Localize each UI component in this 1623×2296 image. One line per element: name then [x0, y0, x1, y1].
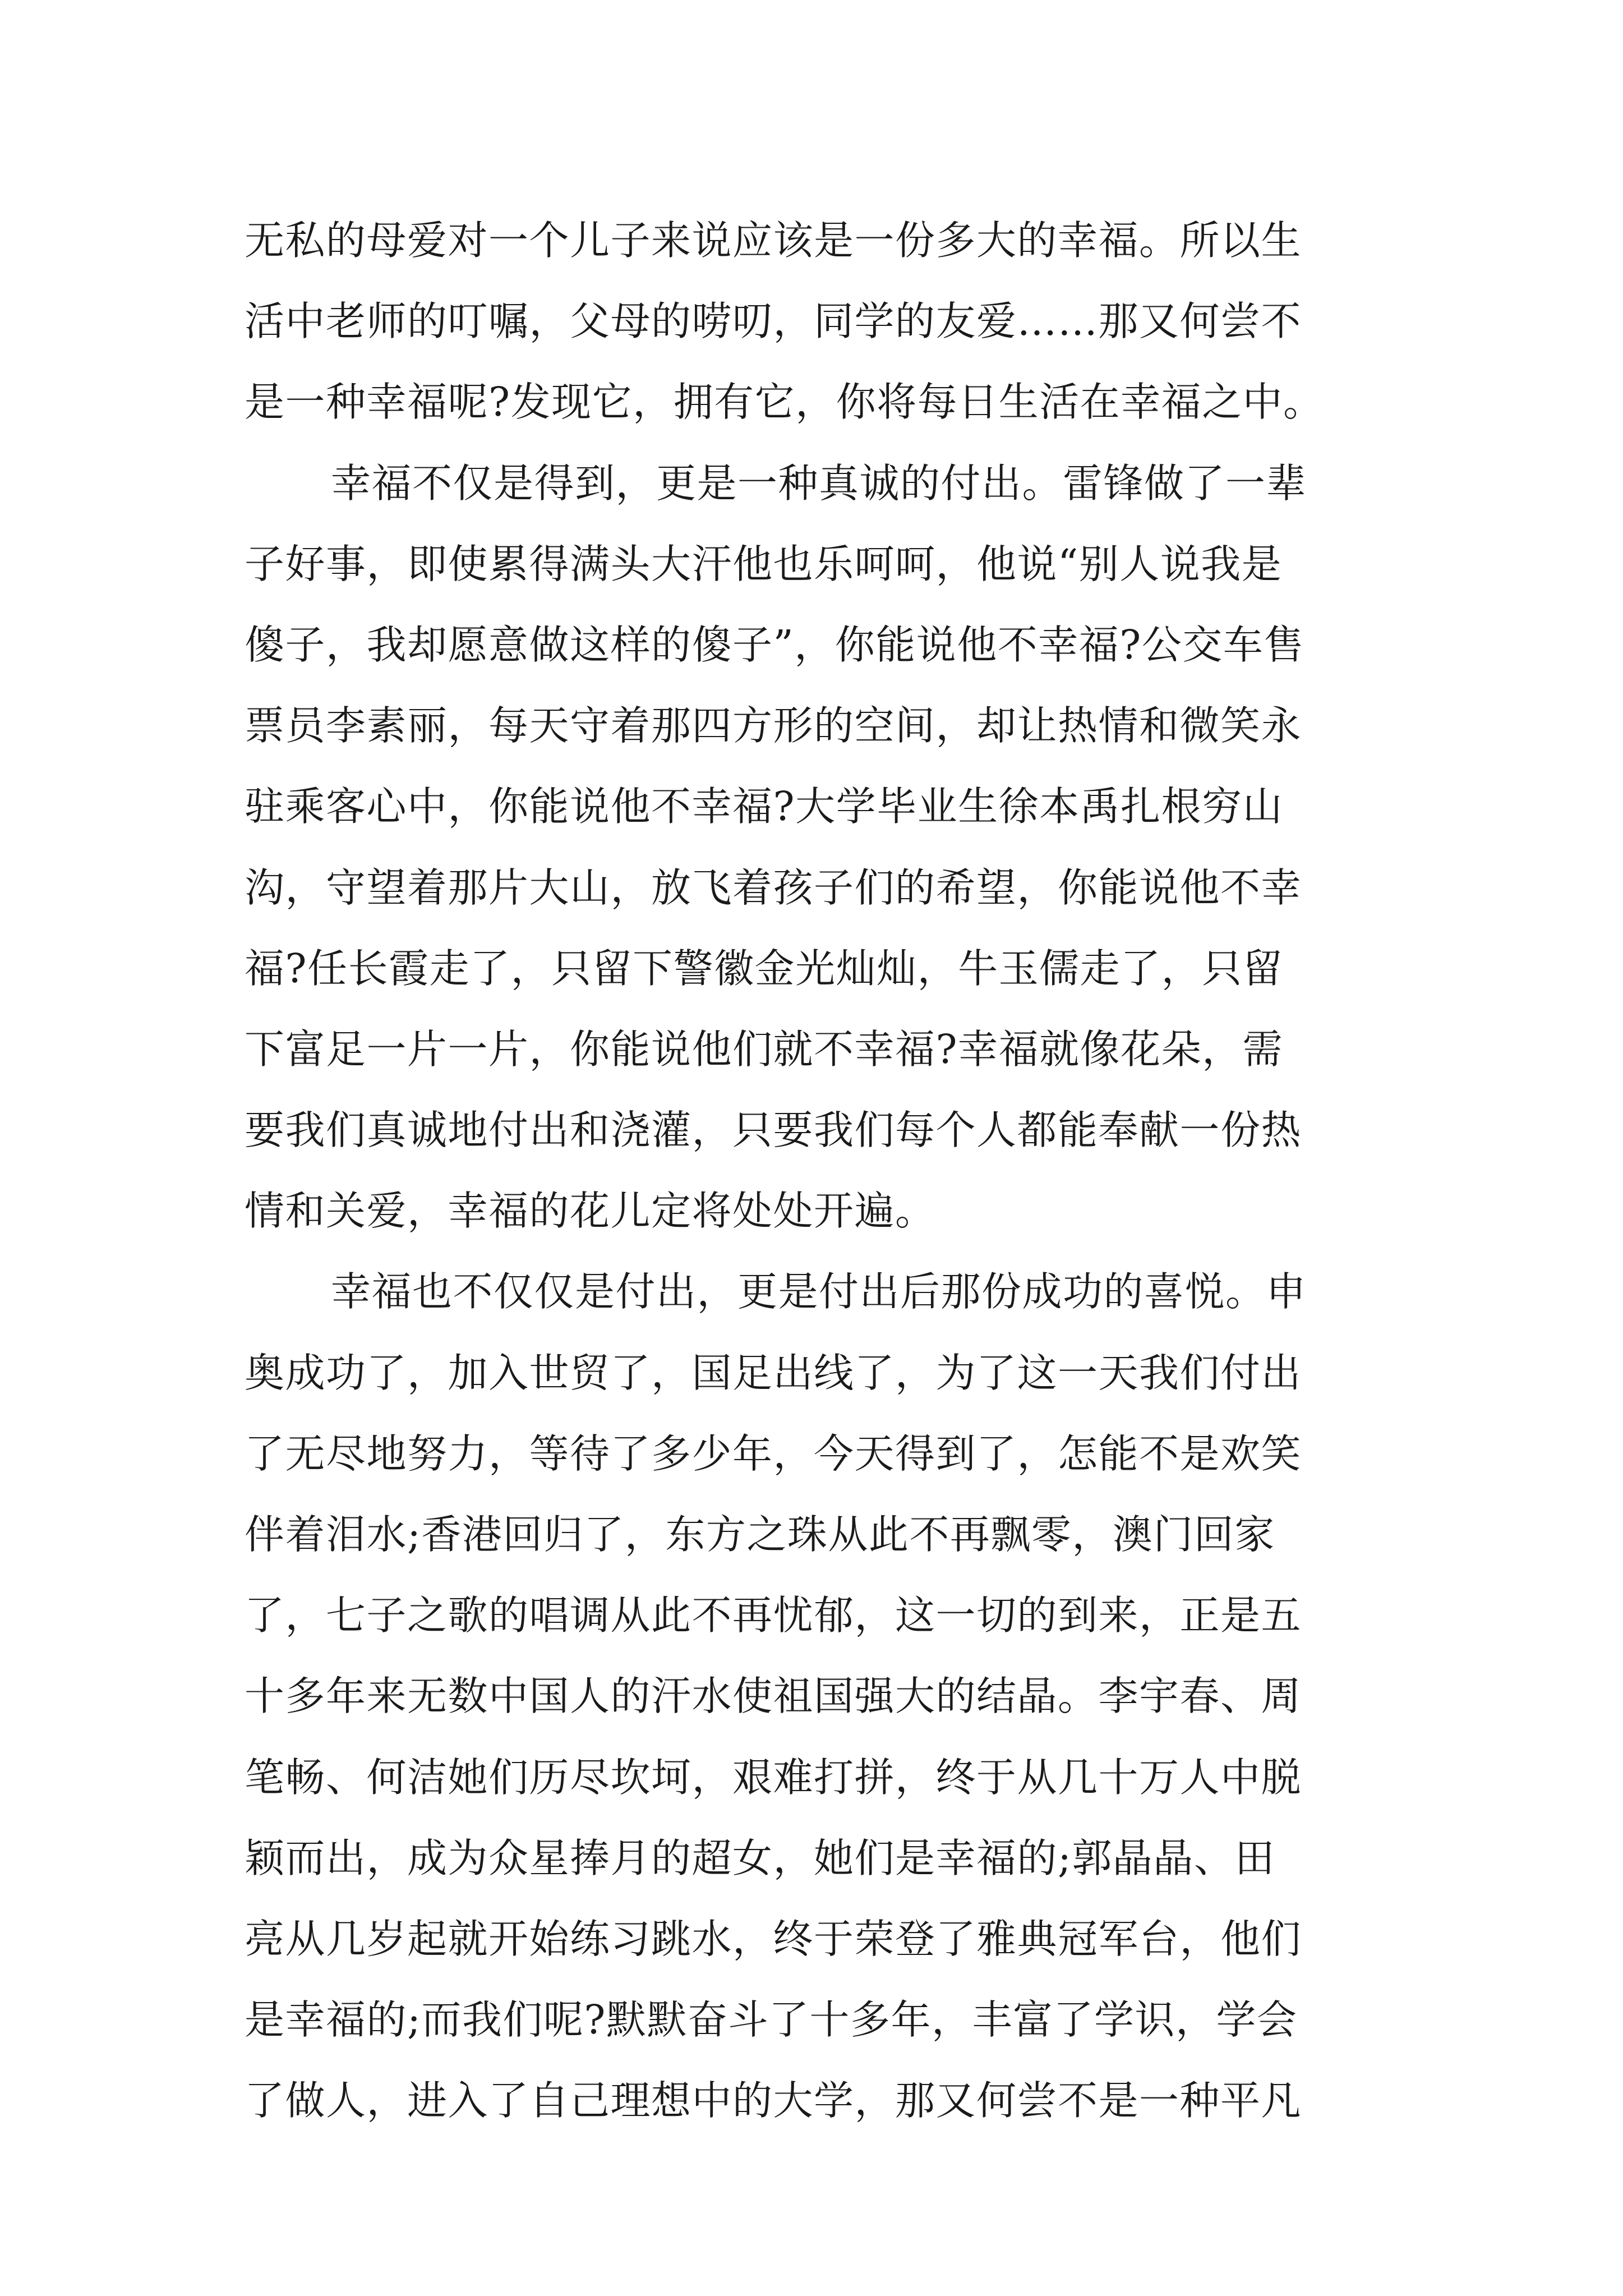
- text-line: 伴着泪水;香港回归了，东方之珠从此不再飘零，澳门回家: [245, 1511, 1275, 1558]
- text-line: 情和关爱，幸福的花儿定将处处开遍。: [245, 1188, 936, 1235]
- text-line: 十多年来无数中国人的汗水使祖国强大的结晶。李宇春、周: [245, 1673, 1302, 1720]
- text-line: 是一种幸福呢?发现它，拥有它，你将每日生活在幸福之中。: [245, 379, 1324, 426]
- text-line: 票员李素丽，每天守着那四方形的空间，却让热情和微笑永: [245, 702, 1302, 749]
- text-line: 福?任长霞走了，只留下警徽金光灿灿，牛玉儒走了，只留: [245, 945, 1284, 992]
- text-line: 是幸福的;而我们呢?默默奋斗了十多年，丰富了学识，学会: [245, 1996, 1298, 2044]
- text-line: 沟，守望着那片大山，放飞着孩子们的希望，你能说他不幸: [245, 864, 1302, 911]
- text-line: 无私的母爱对一个儿子来说应该是一份多大的幸福。所以生: [245, 217, 1302, 264]
- text-line: 活中老师的叮嘱，父母的唠叨，同学的友爱……那又何尝不: [245, 298, 1302, 345]
- body-text: [245, 200, 1383, 2142]
- text-line: 驻乘客心中，你能说他不幸福?大学毕业生徐本禹扎根穷山: [245, 783, 1284, 830]
- text-line: 子好事，即使累得满头大汗他也乐呵呵，他说“别人说我是: [245, 540, 1283, 587]
- paragraph-first-line: 幸福不仅是得到，更是一种真诚的付出。雷锋做了一辈: [331, 459, 1307, 507]
- text-line: 颖而出，成为众星捧月的超女，她们是幸福的;郭晶晶、田: [245, 1834, 1275, 1881]
- paragraph-first-line: 幸福也不仅仅是付出，更是付出后那份成功的喜悦。申: [331, 1268, 1307, 1315]
- text-line: 奥成功了，加入世贸了，国足出线了，为了这一天我们付出: [245, 1349, 1302, 1396]
- text-line: 了无尽地努力，等待了多少年，今天得到了，怎能不是欢笑: [245, 1430, 1302, 1477]
- text-line: 了，七子之歌的唱调从此不再忧郁，这一切的到来，正是五: [245, 1592, 1302, 1639]
- text-line: 下富足一片一片，你能说他们就不幸福?幸福就像花朵，需: [245, 1025, 1284, 1073]
- text-line: 要我们真诚地付出和浇灌，只要我们每个人都能奉献一份热: [245, 1107, 1302, 1154]
- text-line: 亮从几岁起就开始练习跳水，终于荣登了雅典冠军台，他们: [245, 1915, 1302, 1962]
- text-line: 笔畅、何洁她们历尽坎坷，艰难打拼，终于从几十万人中脱: [245, 1754, 1302, 1801]
- text-line: 了做人，进入了自己理想中的大学，那又何尝不是一种平凡: [245, 2077, 1302, 2124]
- text-line: 傻子，我却愿意做这样的傻子”，你能说他不幸福?公交车售: [245, 621, 1304, 668]
